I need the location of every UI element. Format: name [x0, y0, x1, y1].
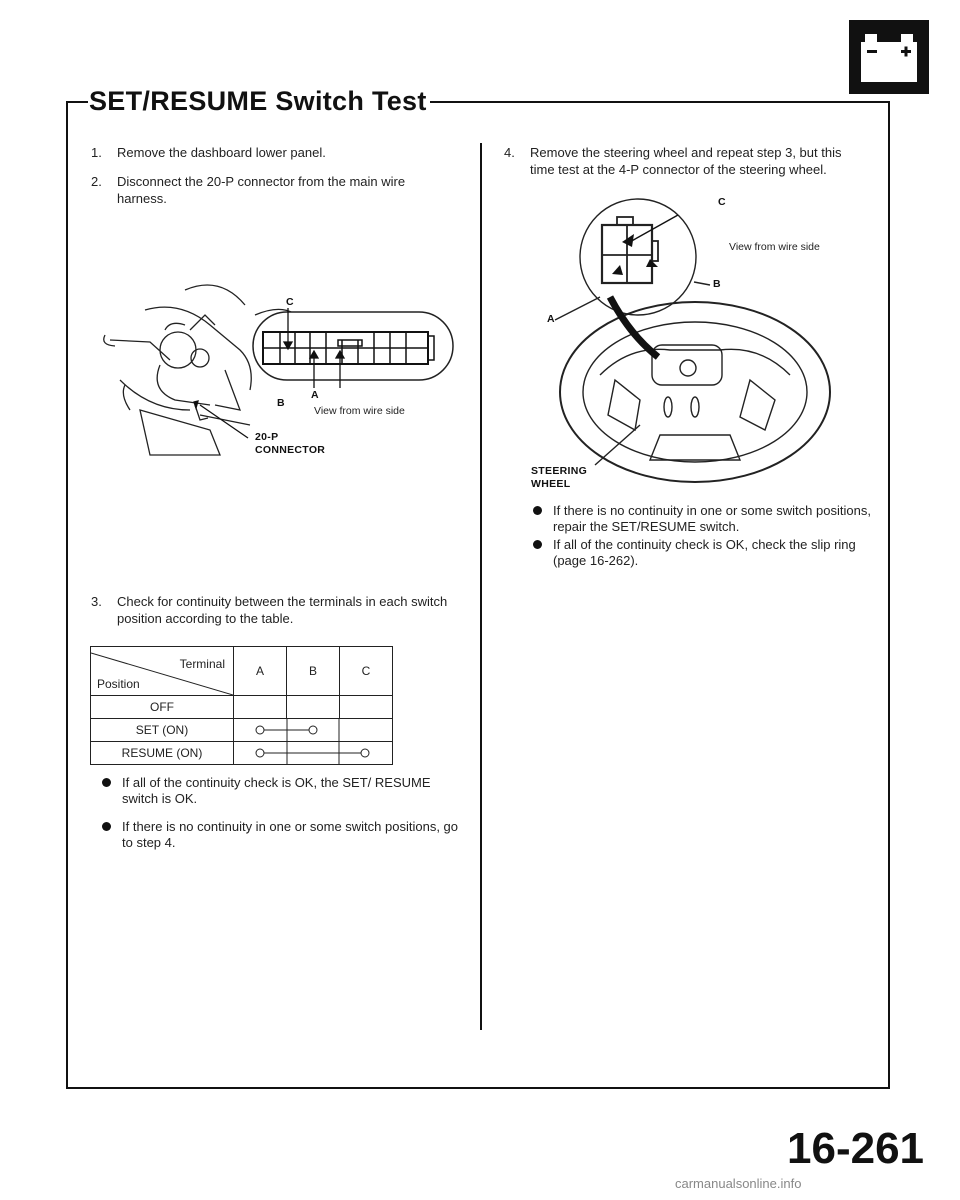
- frame-line: [66, 101, 68, 1088]
- bullet-text: If there is no continuity in one or some switch positions, repair the SET/RESUME switch.: [553, 503, 871, 534]
- wheel-label-c: C: [718, 196, 726, 208]
- list-item: [100, 775, 460, 807]
- watermark: carmanualsonline.info: [675, 1176, 802, 1191]
- wheel-view-caption: View from wire side: [729, 241, 820, 253]
- row-position: RESUME (ON): [91, 742, 234, 765]
- frame-line: [66, 1087, 890, 1089]
- frame-line: [374, 101, 890, 103]
- bullet-dot: [533, 506, 542, 515]
- right-bullet-list: [531, 503, 871, 571]
- connection-cell: [234, 742, 393, 765]
- connector-view-caption: View from wire side: [314, 405, 405, 417]
- list-item: [531, 537, 871, 569]
- step-number: 3.: [91, 594, 102, 609]
- step-number: 4.: [504, 145, 515, 160]
- connector-label-c: C: [286, 296, 294, 308]
- page-number: 16-261: [787, 1124, 925, 1173]
- bullet-dot: [102, 822, 111, 831]
- table-row: [91, 719, 393, 742]
- step-text: Remove the steering wheel and repeat step 3, but this time test at the 4-P connector of the steering wheel.: [530, 145, 842, 177]
- table-row: [91, 696, 393, 719]
- column-header-c: C: [340, 647, 393, 696]
- continuity-symbol-set: [234, 719, 392, 741]
- connector-label-b: B: [277, 397, 285, 409]
- bullet-text: If all of the continuity check is OK, check the slip ring (page 16-262).: [553, 537, 856, 568]
- frame-line: [888, 101, 890, 1088]
- step-1: [91, 144, 457, 161]
- battery-icon: [849, 20, 929, 94]
- connector-label-a: A: [311, 389, 319, 401]
- row-position: OFF: [91, 696, 234, 719]
- step-text: Disconnect the 20-P connector from the main wire harness.: [117, 174, 406, 206]
- continuity-symbol-resume: [234, 742, 392, 764]
- wheel-label-b: B: [713, 278, 721, 290]
- bullet-text: If all of the continuity check is OK, the SET/ RESUME switch is OK.: [122, 775, 431, 806]
- connection-cell: [234, 719, 393, 742]
- table-row: [91, 742, 393, 765]
- column-header-b: B: [287, 647, 340, 696]
- connector-name-line2: CONNECTOR: [255, 444, 326, 456]
- bullet-dot: [102, 778, 111, 787]
- left-bullet-list: [100, 775, 460, 863]
- list-item: [531, 503, 871, 535]
- frame-line: [66, 101, 88, 103]
- bullet-text: If there is no continuity in one or some switch positions, go to step 4.: [122, 819, 459, 850]
- header-position: Position: [97, 677, 140, 691]
- step-text: Remove the dashboard lower panel.: [117, 145, 326, 160]
- wheel-label-a: A: [547, 313, 555, 325]
- header-terminal: Terminal: [179, 657, 225, 671]
- list-item: [100, 819, 460, 851]
- wheel-name-line2: WHEEL: [531, 478, 571, 490]
- column-divider: [480, 143, 482, 1030]
- column-header-a: A: [234, 647, 287, 696]
- page-title: SET/RESUME Switch Test: [89, 86, 430, 117]
- table-corner-header: [91, 647, 234, 696]
- step-text: Check for continuity between the terminals in each switch position according to the table.: [117, 594, 448, 626]
- bullet-dot: [533, 540, 542, 549]
- step-3: [91, 593, 453, 627]
- step-4: [504, 144, 866, 178]
- row-position: SET (ON): [91, 719, 234, 742]
- connector-name-line1: 20-P: [255, 431, 279, 443]
- wheel-name-line1: STEERING: [531, 465, 588, 477]
- steering-wheel-diagram: [540, 185, 840, 485]
- step-number: 1.: [91, 145, 102, 160]
- step-number: 2.: [91, 174, 102, 189]
- step-2: [91, 173, 453, 207]
- continuity-table: [90, 646, 393, 765]
